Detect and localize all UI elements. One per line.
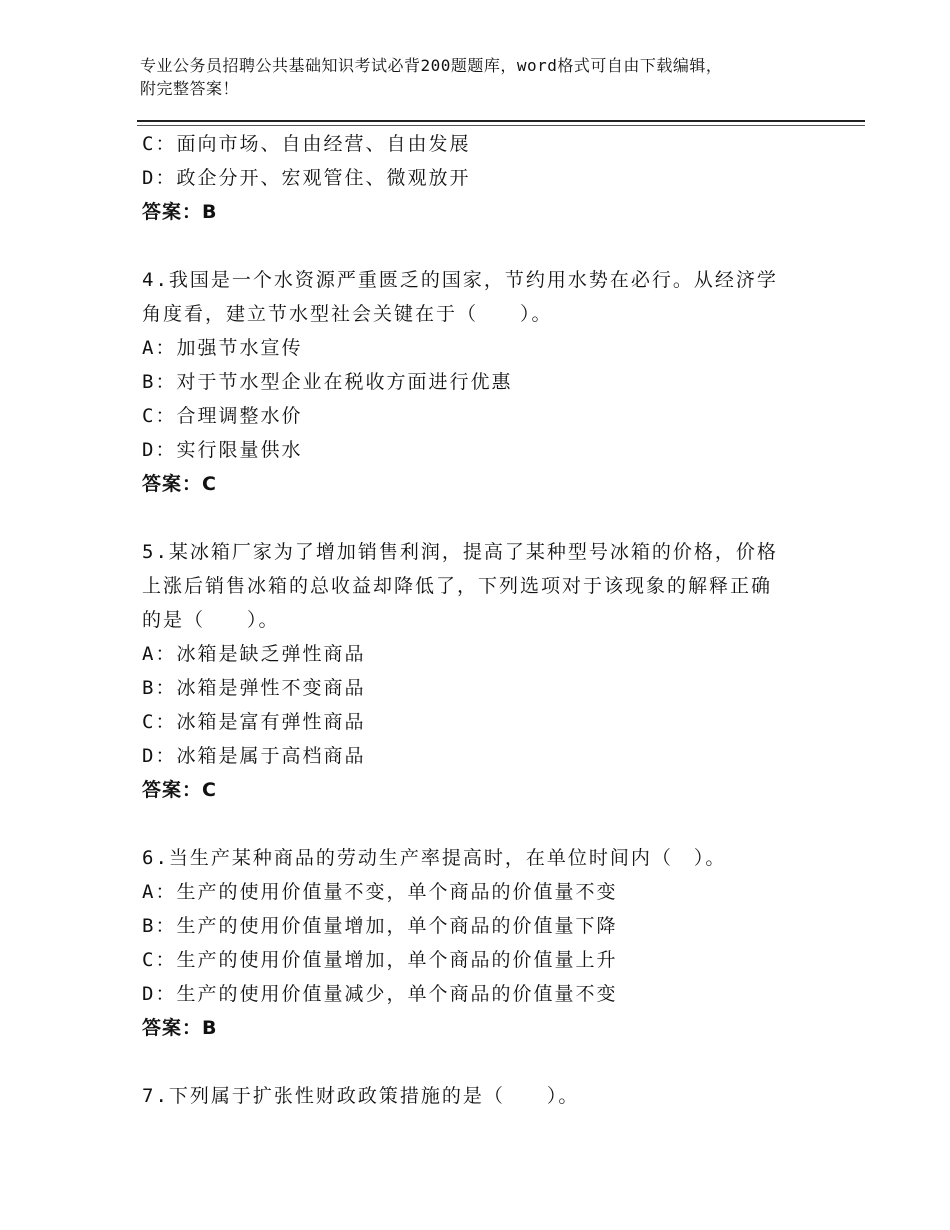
q5-option-d: D：冰箱是属于高档商品: [142, 745, 366, 767]
question-4: [142, 263, 822, 501]
q4-option-d: D：实行限量供水: [142, 439, 303, 461]
q3-option-d: D：政企分开、宏观管住、微观放开: [142, 167, 471, 189]
q3-option-c: C：面向市场、自由经营、自由发展: [142, 133, 471, 155]
q4-answer: 答案：C: [142, 473, 217, 495]
q5-option-a: A：冰箱是缺乏弹性商品: [142, 643, 366, 665]
q7-stem-line-1: 7.下列属于扩张性财政政策措施的是（ ）。: [142, 1085, 580, 1107]
document-header: [140, 54, 820, 100]
spacer: [142, 229, 822, 263]
q5-option-b: B：冰箱是弹性不变商品: [142, 677, 366, 699]
q5-stem-line-1: 5.某冰箱厂家为了增加销售利润，提高了某种型号冰箱的价格，价格: [142, 541, 778, 563]
question-7: [142, 1079, 822, 1113]
question-6: [142, 841, 822, 1045]
q4-option-b: B：对于节水型企业在税收方面进行优惠: [142, 371, 513, 393]
q6-option-d: D：生产的使用价值量减少，单个商品的价值量不变: [142, 983, 618, 1005]
q4-option-a: A：加强节水宣传: [142, 337, 303, 359]
question-3-partial: [142, 127, 822, 229]
q5-stem-line-2: 上涨后销售冰箱的总收益却降低了，下列选项对于该现象的解释正确: [142, 575, 773, 597]
spacer: [142, 501, 822, 535]
q4-stem-line-1: 4.我国是一个水资源严重匮乏的国家，节约用水势在必行。从经济学: [142, 269, 778, 291]
question-5: [142, 535, 822, 807]
spacer: [142, 807, 822, 841]
question-content: [142, 127, 822, 1113]
header-line-1: 专业公务员招聘公共基础知识考试必背200题题库，word格式可自由下载编辑，: [140, 56, 723, 75]
q6-answer: 答案：B: [142, 1017, 218, 1039]
q6-option-b: B：生产的使用价值量增加，单个商品的价值量下降: [142, 915, 618, 937]
q4-stem-line-2: 角度看，建立节水型社会关键在于（ ）。: [142, 303, 553, 325]
q5-answer: 答案：C: [142, 779, 217, 801]
header-divider-thick: [137, 120, 865, 122]
q6-option-a: A：生产的使用价值量不变，单个商品的价值量不变: [142, 881, 618, 903]
q6-option-c: C：生产的使用价值量增加，单个商品的价值量上升: [142, 949, 618, 971]
q5-stem-line-3: 的是（ ）。: [142, 609, 280, 631]
header-line-2: 附完整答案！: [140, 79, 240, 98]
q6-stem-line-1: 6.当生产某种商品的劳动生产率提高时，在单位时间内（ ）。: [142, 847, 727, 869]
q3-answer: 答案：B: [142, 201, 218, 223]
q4-option-c: C：合理调整水价: [142, 405, 303, 427]
spacer: [142, 1045, 822, 1079]
q5-option-c: C：冰箱是富有弹性商品: [142, 711, 366, 733]
header-divider-thin: [137, 125, 865, 126]
